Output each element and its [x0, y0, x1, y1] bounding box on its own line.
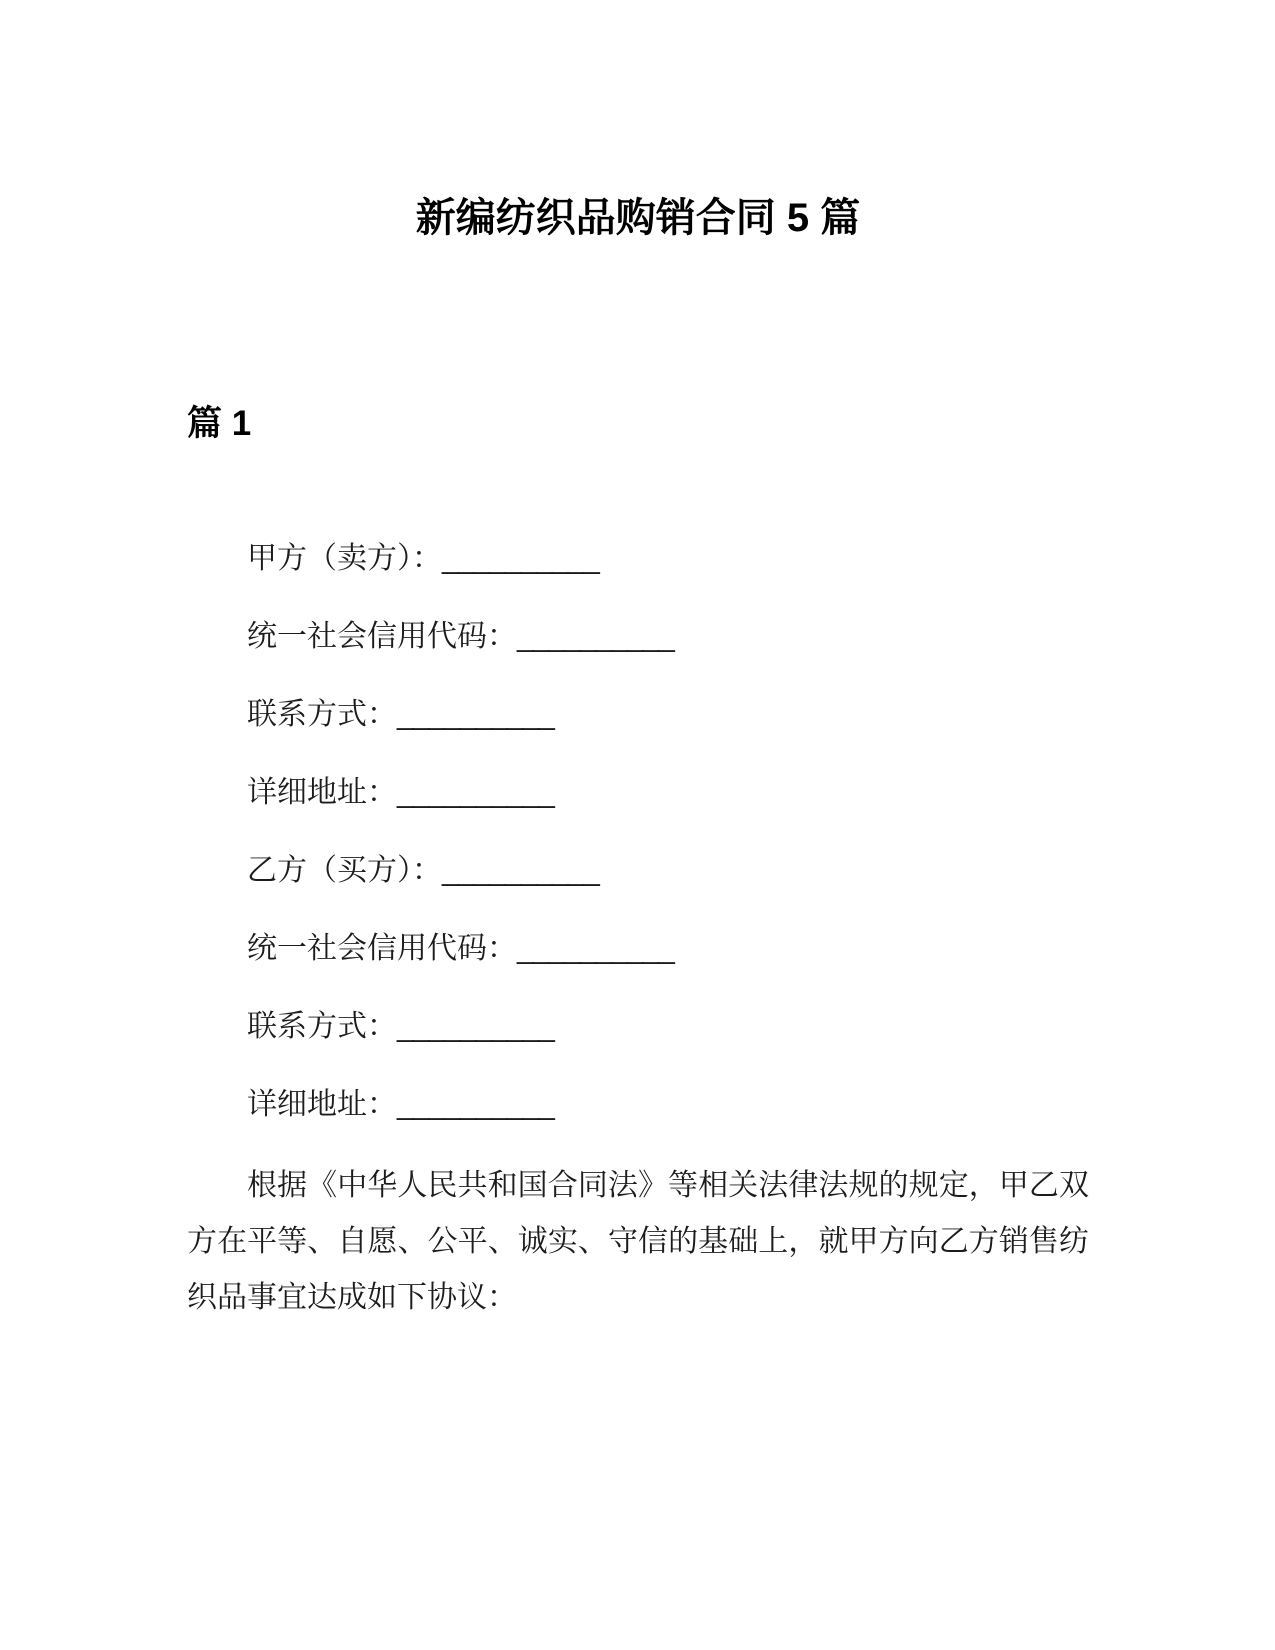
contract-field-row: [187, 1087, 1089, 1123]
contract-field-row: [187, 775, 1089, 811]
field-label: 甲方（卖方）：: [247, 542, 442, 575]
field-blank-line: __________: [517, 932, 674, 965]
contract-field-row: [187, 853, 1089, 889]
field-label: 详细地址：: [247, 1088, 397, 1121]
intro-paragraph: [187, 1158, 1089, 1326]
field-blank-line: __________: [397, 698, 554, 731]
document-title: 新编纺织品购销合同 5 篇: [415, 196, 861, 240]
field-blank-line: __________: [517, 620, 674, 653]
contract-field-row: [187, 541, 1089, 577]
contract-field-row: [187, 1009, 1089, 1045]
field-label: 统一社会信用代码：: [247, 932, 517, 965]
field-blank-line: __________: [397, 1088, 554, 1121]
field-label: 详细地址：: [247, 776, 397, 809]
paragraph-line: 根据《中华人民共和国合同法》等相关法律法规的规定，甲乙双: [247, 1169, 1089, 1202]
field-label: 乙方（买方）：: [247, 854, 442, 887]
paragraph-line: 方在平等、自愿、公平、诚实、守信的基础上，就甲方向乙方销售纺: [187, 1225, 1089, 1258]
contract-field-row: [187, 619, 1089, 655]
field-label: 联系方式：: [247, 698, 397, 731]
field-blank-line: __________: [397, 1010, 554, 1043]
contract-field-row: [187, 697, 1089, 733]
section-heading: 篇 1: [187, 404, 252, 443]
field-label: 联系方式：: [247, 1010, 397, 1043]
field-blank-line: __________: [397, 776, 554, 809]
contract-field-row: [187, 931, 1089, 967]
field-label: 统一社会信用代码：: [247, 620, 517, 653]
field-blank-line: __________: [442, 542, 599, 575]
field-blank-line: __________: [442, 854, 599, 887]
paragraph-line: 织品事宜达成如下协议：: [187, 1281, 517, 1314]
